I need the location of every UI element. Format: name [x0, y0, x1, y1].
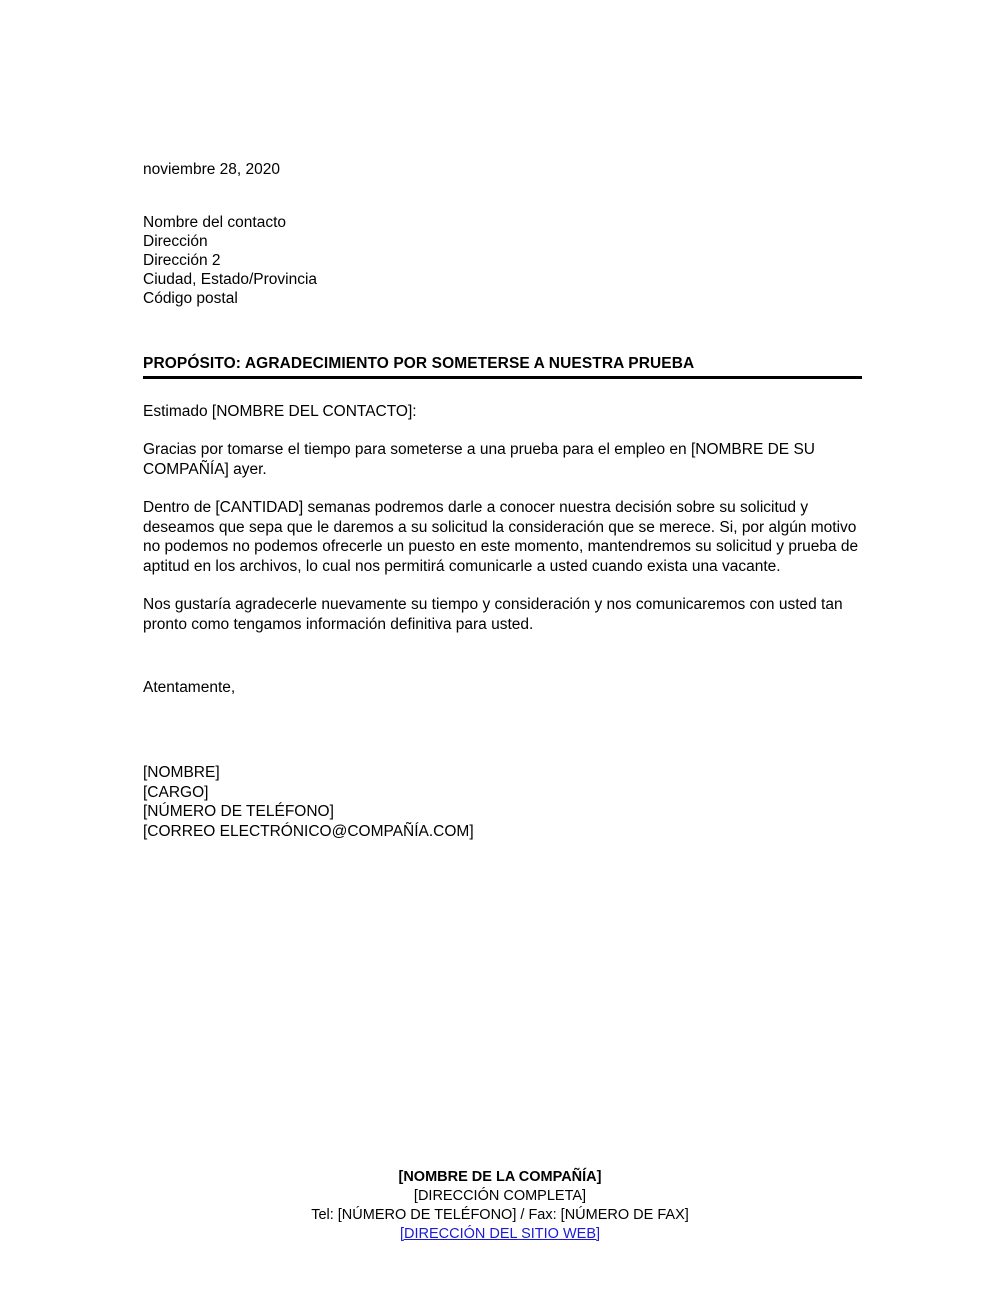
body-paragraph-3: Nos gustaría agradecerle nuevamente su tiempo y consideración y nos comunicaremos con usted tan pronto como tengamos información definitiva para usted.	[143, 596, 843, 633]
spacer-subject-salutation	[143, 379, 862, 402]
spacer-address-subject	[143, 308, 862, 354]
footer-website-line	[0, 1225, 1000, 1244]
recipient-line-name: Nombre del contacto	[143, 214, 287, 231]
letter-body	[143, 160, 862, 841]
recipient-line-city: Ciudad, Estado/Provincia	[143, 271, 318, 288]
signature-name: [NOMBRE]	[143, 764, 220, 781]
footer-phone-fax: Tel: [NÚMERO DE TELÉFONO] / Fax: [NÚMERO DE FAX]	[311, 1207, 689, 1223]
recipient-address-block	[143, 213, 862, 308]
footer-company-name: [NOMBRE DE LA COMPAÑÍA]	[398, 1169, 602, 1185]
salutation: Estimado [NOMBRE DEL CONTACTO]:	[143, 403, 417, 420]
body-paragraph-1: Gracias por tomarse el tiempo para someterse a una prueba para el empleo en [NOMBRE DE SU COMPAÑÍA] ayer.	[143, 441, 815, 478]
signature-phone: [NÚMERO DE TELÉFONO]	[143, 803, 334, 820]
letter-date: noviembre 28, 2020	[143, 161, 281, 178]
page-footer	[0, 1168, 1000, 1244]
footer-address: [DIRECCIÓN COMPLETA]	[413, 1188, 587, 1204]
recipient-line-address1: Dirección	[143, 233, 208, 250]
closing-salutation: Atentamente,	[143, 679, 236, 696]
footer-website-link[interactable]: [DIRECCIÓN DEL SITIO WEB]	[399, 1226, 601, 1242]
signature-title: [CARGO]	[143, 783, 209, 801]
signature-block	[143, 763, 862, 841]
recipient-line-postal: Código postal	[143, 290, 238, 307]
subject-heading: PROPÓSITO: AGRADECIMIENTO POR SOMETERSE A NUESTRA PRUEBA	[143, 354, 862, 379]
signature-email: [CORREO ELECTRÓNICO@COMPAÑÍA.COM]	[143, 822, 474, 840]
recipient-line-address2: Dirección 2	[143, 252, 221, 269]
body-paragraph-2: Dentro de [CANTIDAD] semanas podremos darle a conocer nuestra decisión sobre su solicitud y deseamos que sepa que le daremos a su solicitud la consideración que se merece. Si, por algún motivo no podemos no podemos ofrecerle un puesto en este momento, mantendremos su solicitud y prueba de aptitud en los archivos, lo cual nos permitirá comunicarle a usted cuando exista una vacante.	[143, 499, 859, 575]
spacer-date-address	[143, 179, 862, 213]
